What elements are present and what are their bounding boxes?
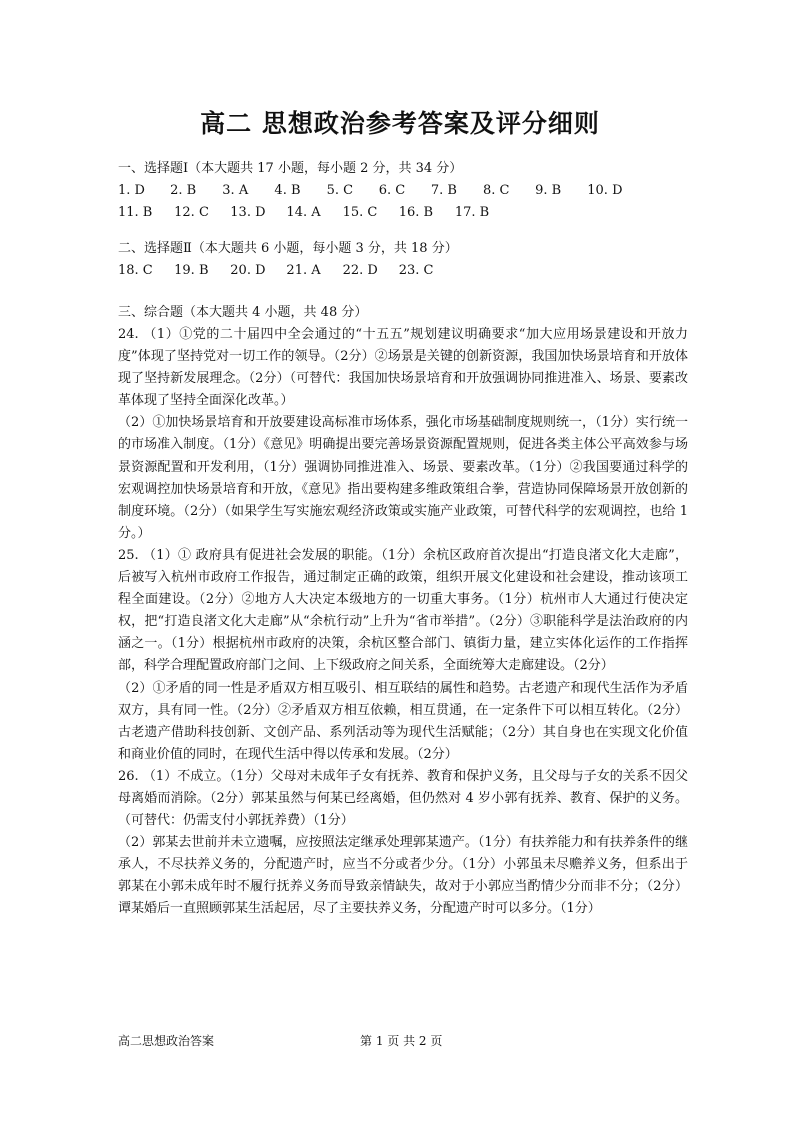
answer-item: 19. B (174, 263, 209, 278)
answer-item: 9. B (535, 183, 562, 198)
answer-item: 10. D (587, 183, 623, 198)
answer-item: 3. A (222, 183, 249, 198)
answer-item: 13. D (230, 205, 266, 220)
answer-item: 17. B (454, 205, 490, 220)
answer-paragraph-24-1: 24. （1）①党的二十届四中全会通过的“十五五”规划建议明确要求“加大应用场景建设和开放力度”体现了坚持党对一切工作的领导。（2分）②场景是关键的创新资源，我国加快场景培育和开放体现了坚持新发展理念。（2分）（可替代：我国加快场景培育和开放强调协同推进准入、场景、要素改革体现了坚持全面深化改革。） (118, 327, 688, 409)
answer-item: 5. C (326, 183, 354, 198)
answer-paragraph-26-2: （2）郭某去世前并未立遗嘱，应按照法定继承处理郭某遗产。（1分）有扶养能力和有扶养条件的继承人，不尽扶养义务的，分配遗产时，应当不分或者少分。（1分）小郭虽未尽赡养义务，但系出于郭某在小郭未成年时不履行抚养义务而导致亲情缺失，故对于小郭应当酌情少分而非不分；（2分）谭某婚后一直照顾郭某生活起居，尽了主要扶养义务，分配遗产时可以多分。（1分） (118, 835, 688, 917)
answer-item: 21. A (286, 263, 321, 278)
section2-answer-row-1 (118, 260, 698, 282)
section1-answer-row-1 (118, 180, 698, 202)
section3-heading: 三、综合题（本大题共 4 小题，共 48 分） (118, 305, 368, 320)
footer-document-name: 高二思想政治答案 (118, 1034, 215, 1048)
answer-item: 1. D (118, 183, 145, 198)
section1-heading: 一、选择题Ⅰ（本大题共 17 小题，每小题 2 分，共 34 分） (118, 161, 463, 176)
section-multiple-choice-1 (118, 158, 698, 224)
answer-item: 20. D (230, 263, 266, 278)
answer-paragraph-25-1: 25. （1）① 政府具有促进社会发展的职能。（1分）余杭区政府首次提出“打造良渚文化大走廊”，后被写入杭州市政府工作报告，通过制定正确的政策，组织开展文化建设和社会建设，推动该项工程全面建设。（2分）②地方人大决定本级地方的一切重大事务。（1分）杭州市人大通过行使决定权，把“打造良渚文化大走廊”从“余杭行动”上升为“省市举措”。（2分）③职能科学是法治政府的内涵之一。（1分）根据杭州市政府的决策，余杭区整合部门、镇街力量，建立实体化运作的工作指挥部，科学合理配置政府部门之间、上下级政府之间关系，全面统筹大走廊建设。（2分） (118, 547, 688, 674)
answer-item: 22. D (342, 263, 378, 278)
answer-item: 2. B (170, 183, 197, 198)
section2-heading: 二、选择题Ⅱ（本大题共 6 小题，每小题 3 分，共 18 分） (118, 241, 458, 256)
answer-item: 23. C (398, 263, 434, 278)
answer-item: 4. B (274, 183, 301, 198)
answer-paragraph-25-2: （2）①矛盾的同一性是矛盾双方相互吸引、相互联结的属性和趋势。古老遗产和现代生活作为矛盾双方，具有同一性。（2分）②矛盾双方相互依赖，相互贯通，在一定条件下可以相互转化。（2分）古老遗产借助科技创新、文创产品、系列活动等为现代生活赋能；（2分）其自身也在实现文化价值和商业价值的同时，在现代生活中得以传承和发展。（2分） (118, 680, 688, 762)
answer-item: 16. B (398, 205, 434, 220)
answer-item: 18. C (118, 263, 153, 278)
section-multiple-choice-2 (118, 238, 698, 282)
answer-paragraph-26-1: 26. （1）不成立。（1分）父母对未成年子女有抚养、教育和保护义务，且父母与子女的关系不因父母离婚而消除。（2分）郭某虽然与何某已经离婚，但仍然对 4 岁小郭有抚养、教育、保护的义务。（可替代：仍需支付小郭抚养费）（1分） (118, 768, 688, 829)
answer-item: 12. C (174, 205, 209, 220)
section1-answer-row-2 (118, 202, 698, 224)
answer-item: 7. B (430, 183, 457, 198)
answer-item: 14. A (286, 205, 321, 220)
answer-item: 11. B (118, 205, 153, 220)
answer-item: 8. C (482, 183, 510, 198)
answer-paragraph-24-2: （2）①加快场景培育和开放要建设高标准市场体系，强化市场基础制度规则统一，（1分）实行统一的市场准入制度。（1分）《意见》明确提出要完善场景资源配置规则，促进各类主体公平高效参与场景资源配置和开发利用，（1分）强调协同推进准入、场景、要素改革。（1分）②我国要通过科学的宏观调控加快场景培育和开放，《意见》指出要构建多维政策组合拳，营造协同保障场景开放创新的制度环境。（2分）（如果学生写实施宏观经济政策或实施产业政策，可替代科学的宏观调控，也给 1 分。） (118, 415, 688, 541)
document-title: 高二 思想政治参考答案及评分细则 (200, 109, 600, 138)
section-comprehensive (118, 302, 688, 921)
footer-page-number: 第 1 页 共 2 页 (360, 1034, 443, 1048)
answer-item: 6. C (378, 183, 406, 198)
answer-item: 15. C (342, 205, 378, 220)
